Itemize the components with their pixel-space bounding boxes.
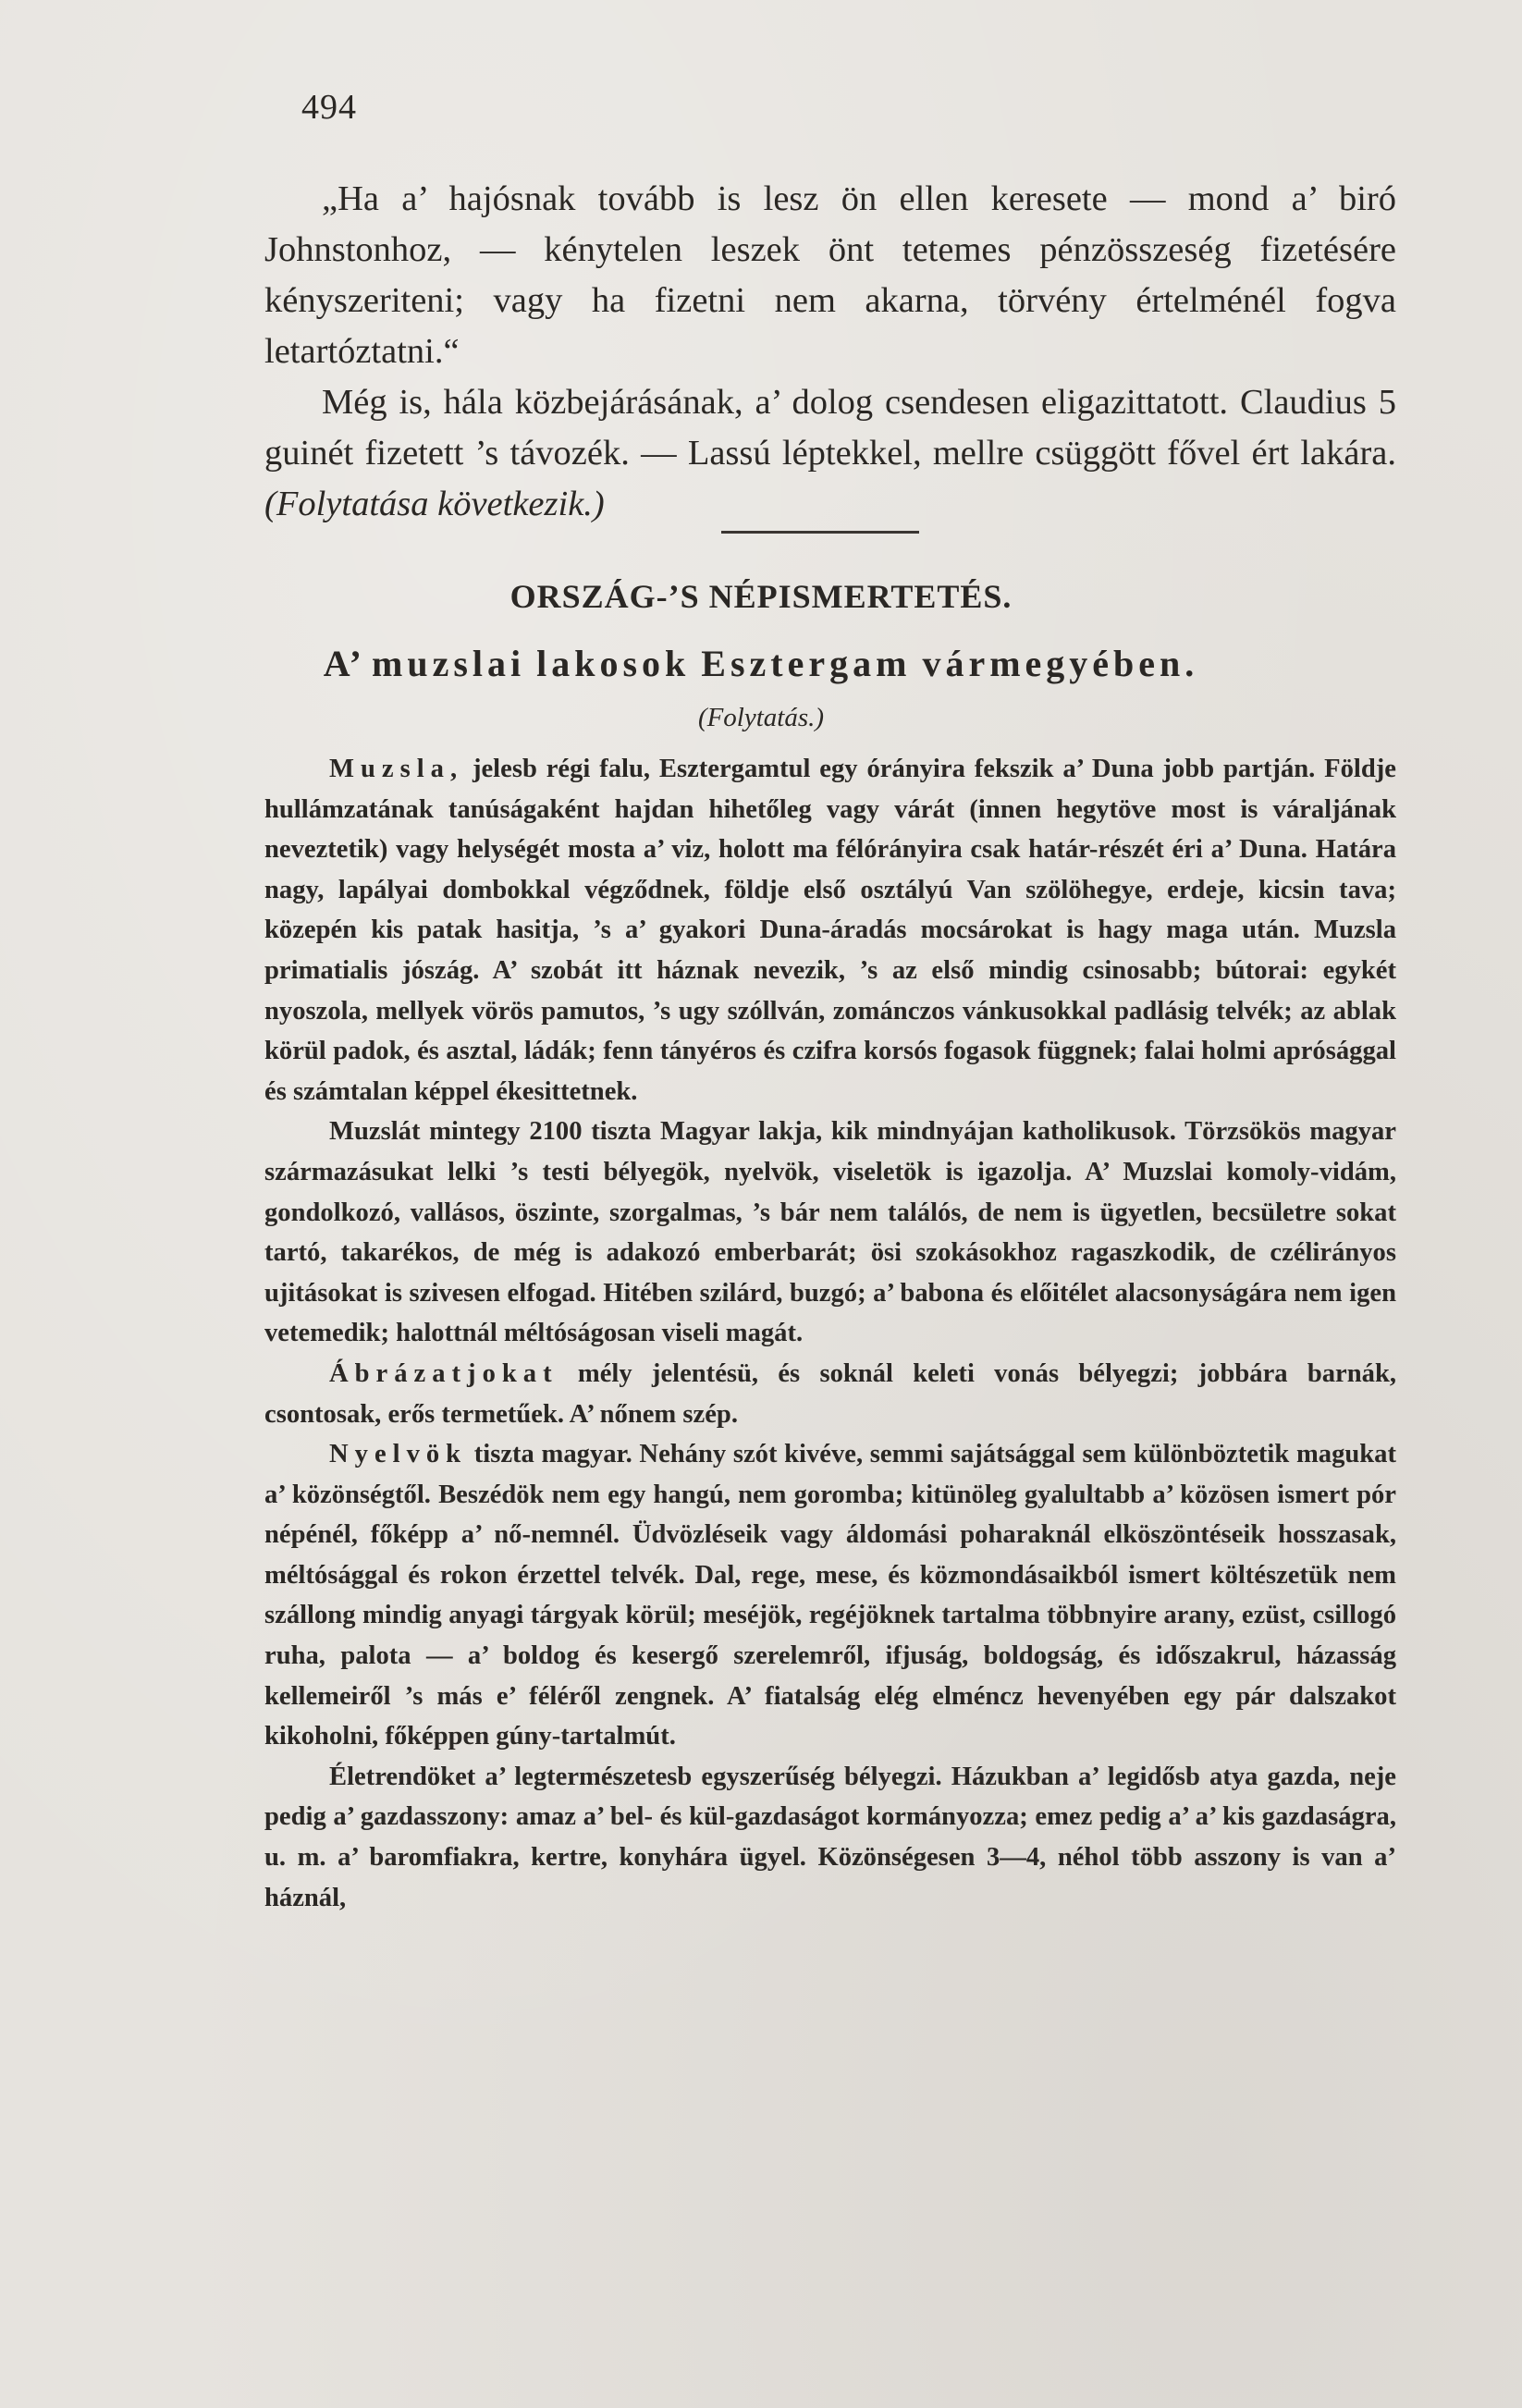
article-title [0,642,1522,685]
article-paragraph [264,749,1396,1112]
article-title-prefix: A’ [323,643,361,684]
article-paragraph [264,1434,1396,1757]
article-paragraph [264,1757,1396,1918]
paragraph-lead: Muzsla, [329,755,464,783]
paragraph-lead: Nyelvök [329,1440,468,1469]
paragraph-text: Életrendöket a’ legtermészetesb egyszerűség bélyegzi. Házukban a’ legidősb atya gazda, neje pedig a’ gazdasszony: amaz a’ bel- és kül-gazdaságot kormányozza; emez pedig a’ a’ kis gazdaságra, u. m. a’ baromfiakra, kertre, konyhára ügyel. Közönségesen 3—4, néhol több asszony is van a’ háznál, [264,1762,1396,1912]
dialogue-paragraph: „Ha a’ hajósnak tovább is lesz ön ellen keresete — mond a’ biró Johnstonhoz, — kénytelen leszek önt tetemes pénzösszeség fizetésére kényszeriteni; vagy ha fizetni nem akarna, törvény értelménél fogva letartóztatni.“ [264,179,1396,371]
article-title-word: lakosok [536,643,691,684]
section-title: ORSZÁG-’S NÉPISMERTETÉS. [509,578,1013,615]
paragraph-text: mély jelentésü, és soknál keleti vonás bélyegzi; jobbára barnák, csontosak, erős termetűek. A’ nőnem szép. [264,1358,1396,1429]
article-title-word: vármegyében. [922,643,1199,684]
page-number: 494 [301,88,357,127]
narration-text: Még is, hála közbejárásának, a’ dolog csendesen eligazittatott. Claudius 5 guinét fizetett ’s távozék. — Lassú léptekkel, mellre csüggött fővel ért lakára. [264,383,1396,473]
continued-label: (Folytatás.) [697,703,825,732]
story-ending [264,174,1396,530]
paragraph-lead: Ábrázatjokat [329,1358,558,1388]
article-body [264,749,1396,1918]
paragraph-text: Muzslát mintegy 2100 tiszta Magyar lakja, kik mindnyájan katholikusok. Törzsökös magyar származásukat lelki ’s testi bélyegök, nyelvök, viseletök is igazolja. A’ Muzslai komoly-vidám, gondolkozó, vallásos, öszinte, szorgalmas, ’s bár nem találós, de nem is ügyetlen, becsületre sokat tartó, takarékos, de még is adakozó emberbarát; ösi szokásokhoz ragaszkodik, de czélirányos ujitásokat is szivesen elfogad. Hitében szilárd, buzgó; a’ babona és előitélet alacsonyságára nem igen vetemedik; halottnál méltóságosan viseli magát. [264,1117,1396,1348]
article-title-word: Esztergam [701,643,912,684]
narration-paragraph [264,377,1396,530]
article-title-word: muzslai [372,643,526,684]
section-divider [721,531,919,534]
paragraph-text: jelesb régi falu, Esztergamtul egy órányira fekszik a’ Duna jobb partján. Földje hullámzatának tanúságaként hajdan hihetőleg vagy várát (innen hegytöve most is váraljának neveztetik) vagy helységét mosta a’ viz, holott ma félórányira csak határ-részét éri a’ Duna. Határa nagy, lapályai dombokkal végződnek, földje első osztályú Van szölöhegye, erdeje, kicsin tava; közepén kis patak hasitja, ’s a’ gyakori Duna-áradás mocsárokat is hagy maga után. Muzsla primatialis jószág. A’ szobát itt háznak nevezik, ’s az első mindig csinosabb; bútorai: egykét nyoszola, mellyek vörös pamutos, ’s ugy szóllván, zománczos vánkusokkal padlásig telvék; az ablak körül padok, és asztal, ládák; fenn tányéros és czifra korsós fogasok függnek; falai holmi aprósággal és számtalan képpel ékesittetnek. [264,755,1396,1106]
paragraph-text: tiszta magyar. Nehány szót kivéve, semmi sajátsággal sem különböztetik magukat a’ közönségtől. Beszédök nem egy hangú, nem goromba; kitünöleg gyalultabb a’ közösen ismert pór népénél, főképp a’ nő-nemnél. Üdvözléseik vagy áldomási poharaknál elköszöntéseik hosszasak, méltósággal és rokon érzettel telvék. Dal, rege, mese, és közmondásaikból ismert költészetük nem szállong mindig anyagi tárgyak körül; meséjök, regéjöknek tartalma többnyire arany, ezüst, csillogó ruha, palota — a’ boldog és kesergő szerelemről, ifjuság, boldogság, és időszakrul, házasság kellemeiről ’s más e’ féléről zengnek. A’ fiatalság elég elméncz hevenyében egy pár dalszakot kikoholni, főképpen gúny-tartalmút. [264,1440,1396,1751]
continuation-note: (Folytatása következik.) [264,485,605,523]
article-paragraph [264,1112,1396,1354]
article-paragraph [264,1354,1396,1434]
